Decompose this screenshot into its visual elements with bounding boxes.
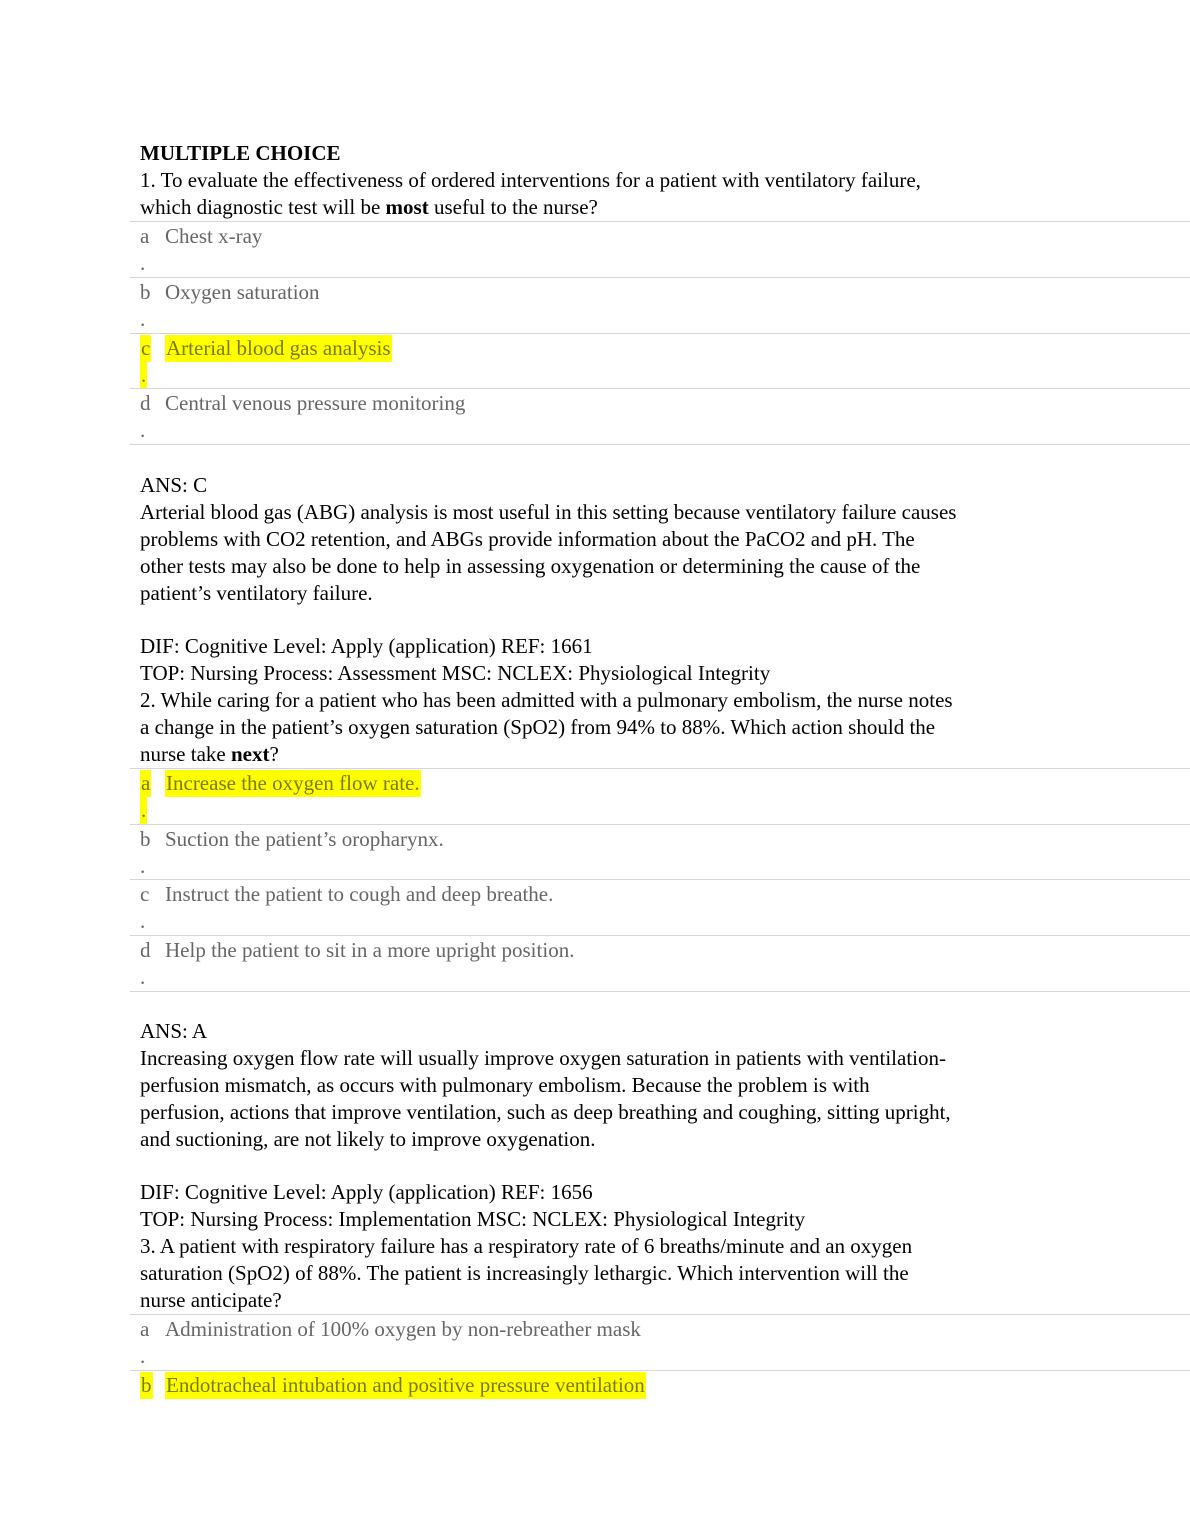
q2-rationale-line: perfusion, actions that improve ventilation, such as deep breathing and coughing, sitting upright, — [140, 1100, 951, 1124]
q2-option-d: d Help the patient to sit in a more upright position. . — [130, 935, 1190, 992]
q1-rationale-line: other tests may also be done to help in assessing oxygenation or determining the cause of the — [140, 554, 921, 578]
question-2-line-3: nurse take next? — [140, 742, 279, 766]
q1-answer: ANS: C — [140, 473, 208, 497]
question-2-line-2: a change in the patient’s oxygen saturation (SpO2) from 94% to 88%. Which action should the — [140, 715, 936, 739]
q3-option-b-correct: b Endotracheal intubation and positive pressure ventilation — [130, 1370, 1190, 1401]
q2-option-c: c Instruct the patient to cough and deep breathe. . — [130, 879, 1190, 935]
question-3-line-2: saturation (SpO2) of 88%. The patient is increasingly lethargic. Which intervention will the — [140, 1261, 909, 1285]
q1-rationale-line: problems with CO2 retention, and ABGs provide information about the PaCO2 and pH. The — [140, 527, 915, 551]
emphasis-next: next — [230, 742, 270, 766]
q3-option-a: a Administration of 100% oxygen by non-rebreather mask . — [130, 1314, 1190, 1370]
q2-rationale-line: perfusion mismatch, as occurs with pulmonary embolism. Because the problem is with — [140, 1073, 870, 1097]
question-2-line-1: 2. While caring for a patient who has been admitted with a pulmonary embolism, the nurse notes — [140, 688, 953, 712]
emphasis-most: most — [385, 195, 429, 219]
question-1-line-1: 1. To evaluate the effectiveness of ordered interventions for a patient with ventilatory failure, — [140, 168, 921, 192]
q1-option-d: d Central venous pressure monitoring . — [130, 388, 1190, 445]
question-3-line-3: nurse anticipate? — [140, 1288, 282, 1312]
section-heading: MULTIPLE CHOICE — [140, 141, 341, 165]
q1-option-a: a Chest x-ray . — [130, 221, 1190, 277]
question-3-line-1: 3. A patient with respiratory failure has a respiratory rate of 6 breaths/minute and an oxygen — [140, 1234, 913, 1258]
q2-rationale-line: and suctioning, are not likely to improve oxygenation. — [140, 1127, 596, 1151]
question-1-line-2: which diagnostic test will be most useful to the nurse? — [140, 195, 598, 219]
q2-option-a-correct: a Increase the oxygen flow rate. . — [130, 768, 1190, 824]
q2-option-b: b Suction the patient’s oropharynx. . — [130, 824, 1190, 880]
q1-topic: TOP: Nursing Process: Assessment MSC: NCLEX: Physiological Integrity — [140, 661, 771, 685]
q1-rationale-line: Arterial blood gas (ABG) analysis is most useful in this setting because ventilatory failure causes — [140, 500, 957, 524]
q1-difficulty: DIF: Cognitive Level: Apply (application) REF: 1661 — [140, 634, 593, 658]
q1-option-c-correct: c Arterial blood gas analysis . — [130, 333, 1190, 389]
q2-topic: TOP: Nursing Process: Implementation MSC: NCLEX: Physiological Integrity — [140, 1207, 806, 1231]
q1-option-b: b Oxygen saturation . — [130, 277, 1190, 333]
q2-rationale-line: Increasing oxygen flow rate will usually improve oxygen saturation in patients with ventilation- — [140, 1046, 946, 1070]
q2-answer: ANS: A — [140, 1019, 208, 1043]
q1-rationale-line: patient’s ventilatory failure. — [140, 581, 373, 605]
q2-difficulty: DIF: Cognitive Level: Apply (application) REF: 1656 — [140, 1180, 593, 1204]
